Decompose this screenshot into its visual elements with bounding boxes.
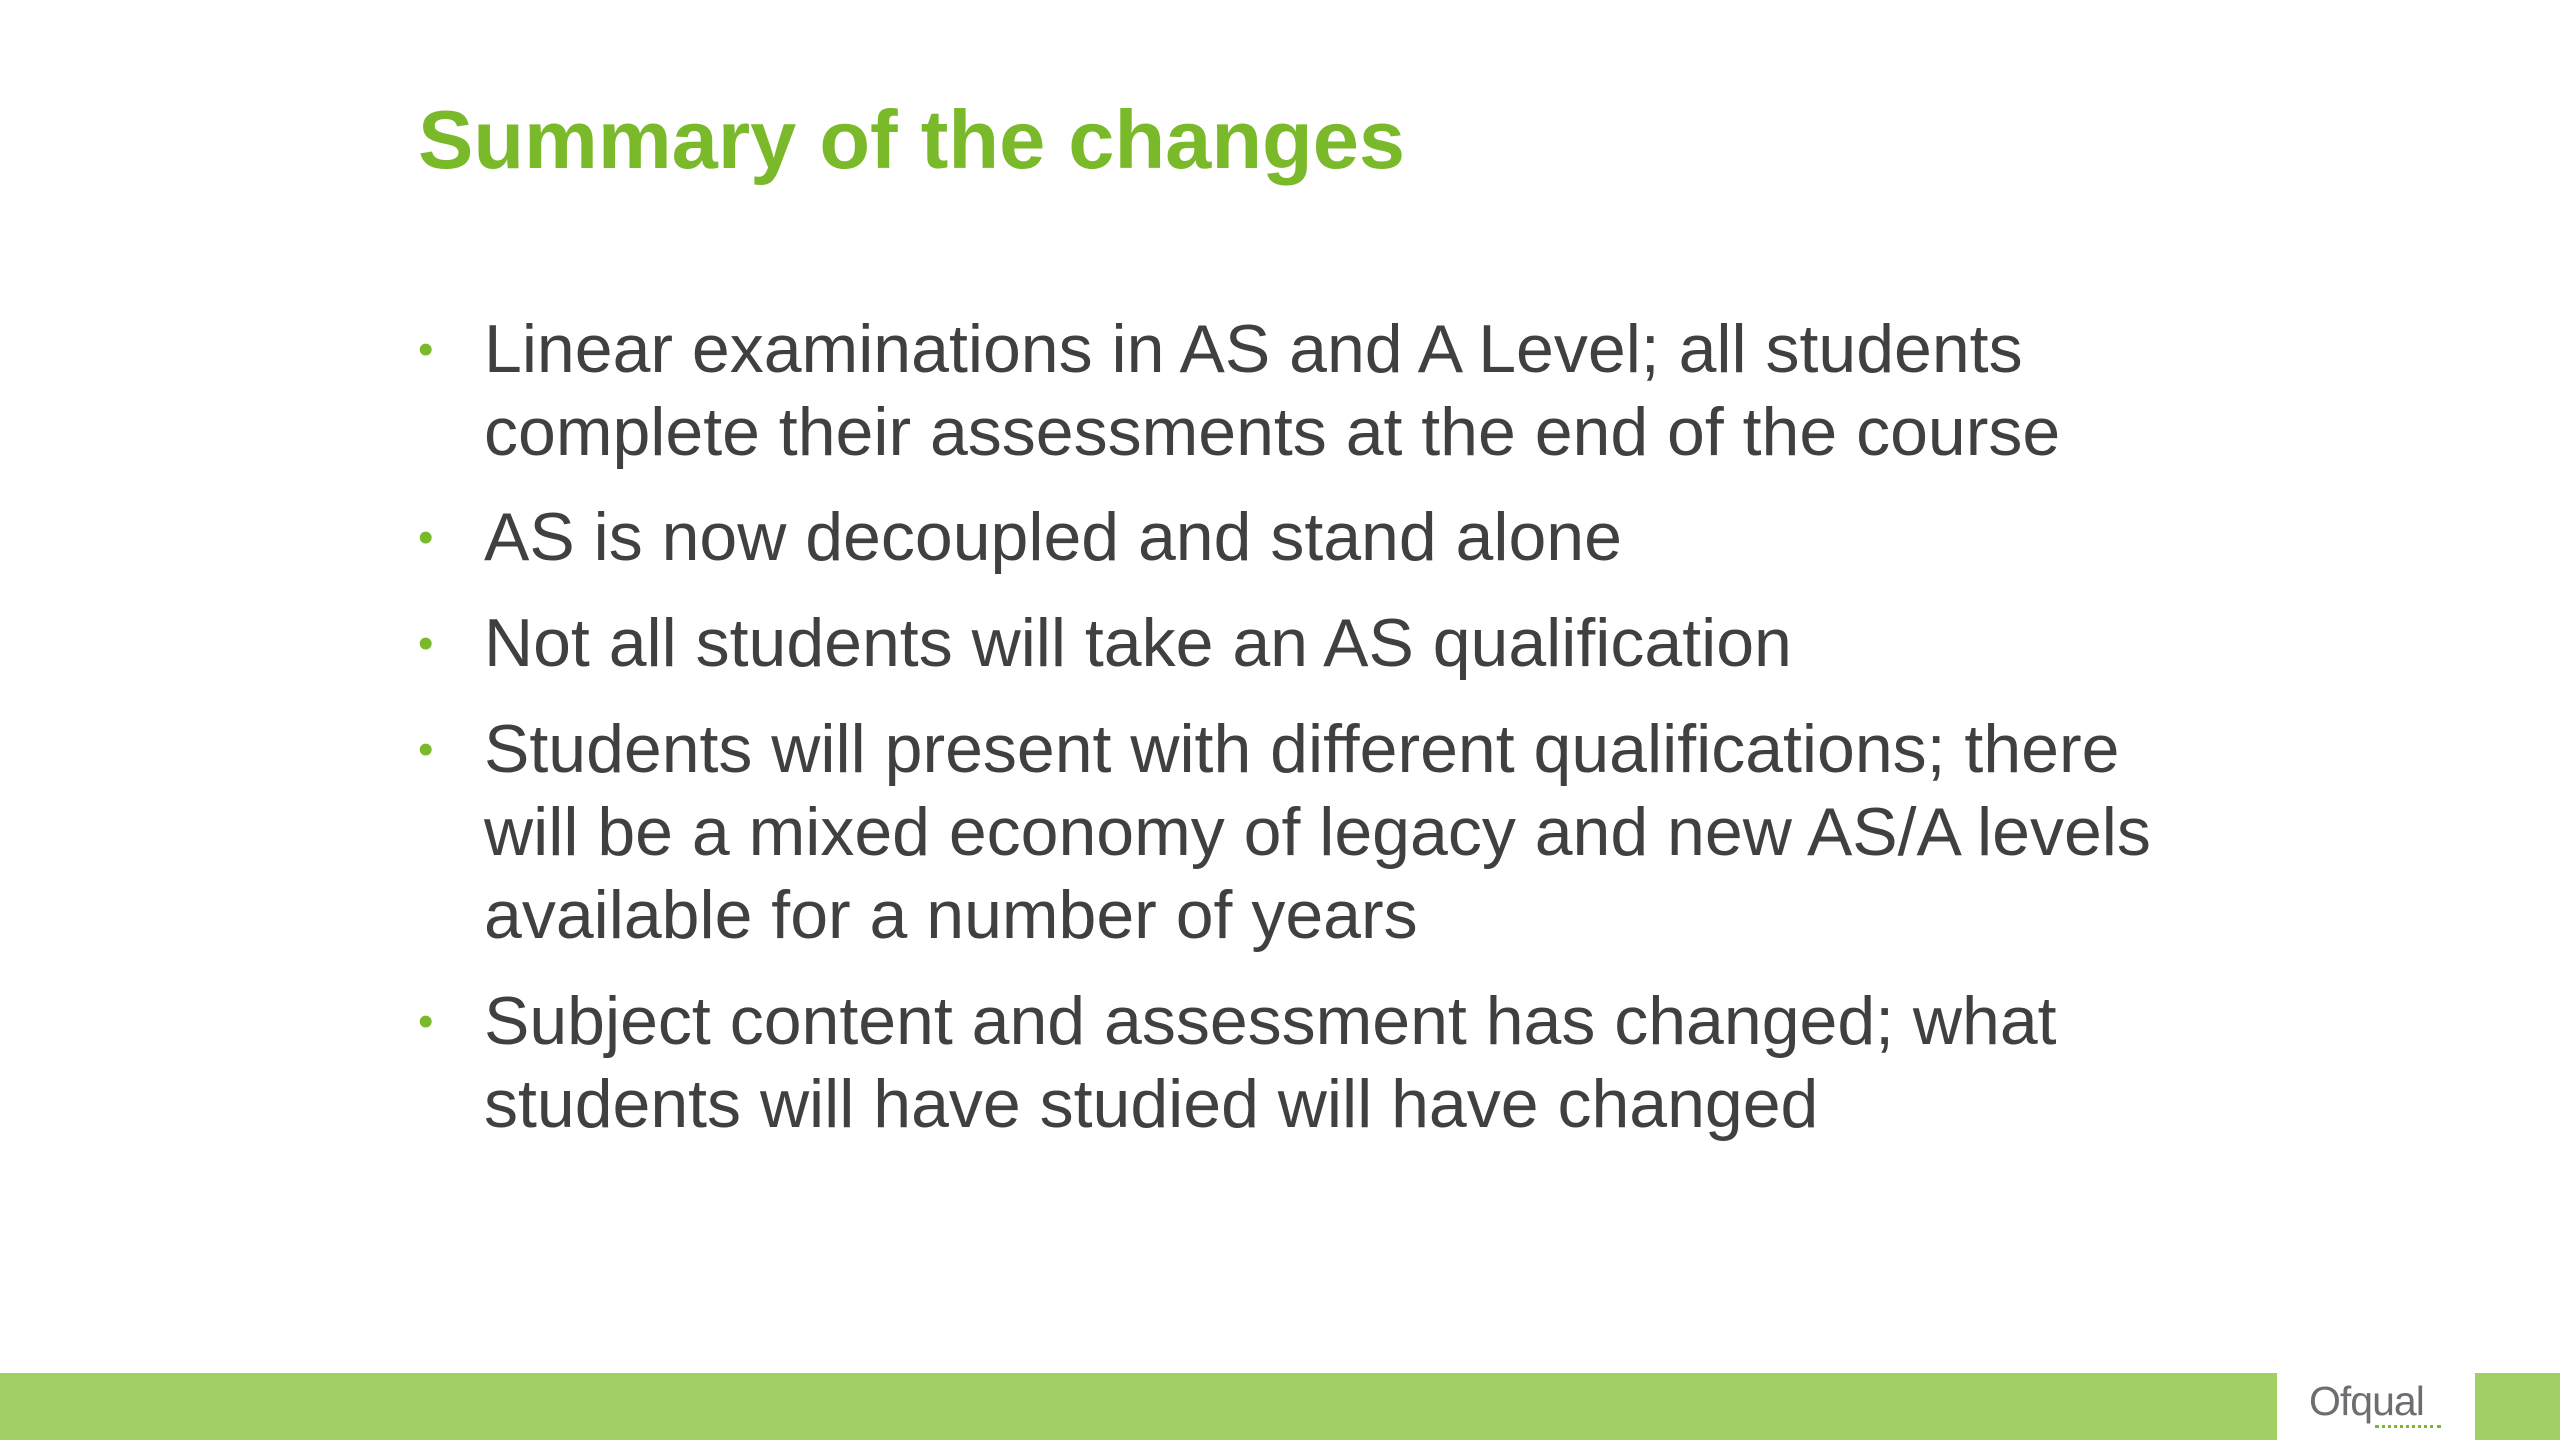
bullet-item: [418, 980, 2158, 1146]
bullet-list: [418, 308, 2158, 1169]
bullet-icon: •: [418, 513, 434, 562]
bullet-item: [418, 708, 2158, 957]
bullet-text: Linear examinations in AS and A Level; all students complete their assessments at the end of the course: [484, 311, 2061, 470]
slide-title: Summary of the changes: [418, 93, 1406, 186]
bullet-item: [418, 602, 2158, 685]
logo-underline: [2375, 1425, 2441, 1428]
bullet-item: [418, 308, 2158, 474]
bullet-text: Students will present with different qualifications; there will be a mixed economy of legacy and new AS/A levels available for a number of years: [484, 711, 2151, 953]
bullet-icon: •: [418, 325, 434, 374]
bullet-icon: •: [418, 997, 434, 1046]
bullet-text: AS is now decoupled and stand alone: [484, 499, 1622, 575]
bullet-icon: •: [418, 725, 434, 774]
bullet-item: [418, 496, 2158, 579]
ofqual-logo: [2277, 1373, 2475, 1440]
footer-bar: [0, 1373, 2560, 1440]
bullet-text: Not all students will take an AS qualification: [484, 605, 1792, 681]
bullet-icon: •: [418, 619, 434, 668]
bullet-text: Subject content and assessment has changed; what students will have studied will have changed: [484, 983, 2057, 1142]
logo-text: Ofqual: [2309, 1378, 2424, 1424]
